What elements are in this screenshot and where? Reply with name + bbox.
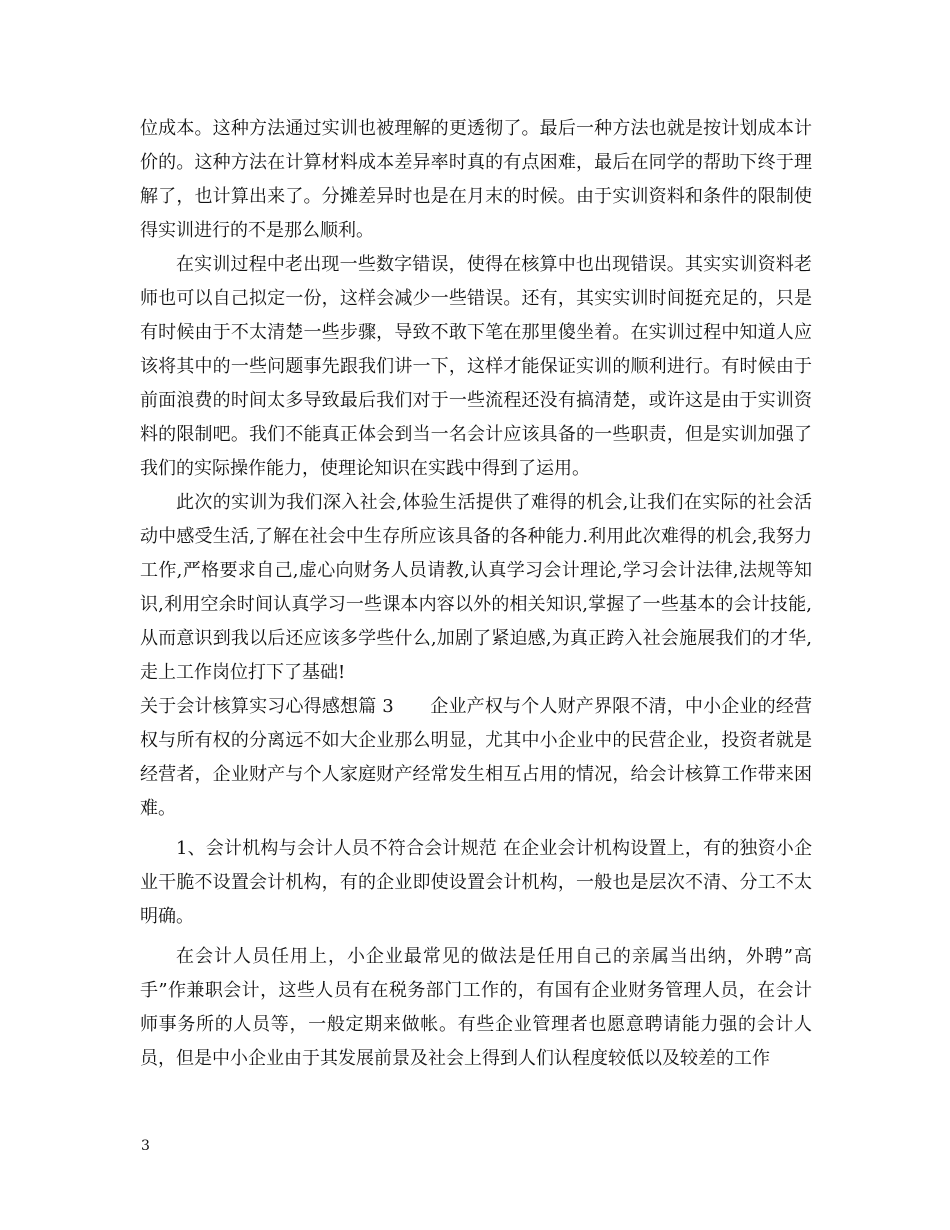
paragraph-1: 位成本。这种方法通过实训也被理解的更透彻了。最后一种方法也就是按计划成本计价的。这种方法在计算材料成本差异率时真的有点困难，最后在同学的帮助下终于理解了，也计算出来了。分摊差异时也是在月末的时候。由于实训资料和条件的限制使得实训进行的不是那么顺利。: [140, 118, 812, 241]
paragraph-4: 关于会计核算实习心得感想篇 3 企业产权与个人财产界限不清，中小企业的经营权与所有权的分离远不如大企业那么明显，尤其中小企业中的民营企业，投资者就是经营者，企业财产与个人家庭财产经常发生相互占用的情况，给会计核算工作带来困难。: [140, 696, 812, 819]
paragraph-5: 1、会计机构与会计人员不符合会计规范 在企业会计机构设置上，有的独资小企业干脆不设置会计机构，有的企业即使设置会计机构，一般也是层次不清、分工不太明确。: [140, 838, 812, 927]
paragraph-6: 在会计人员任用上，小企业最常见的做法是任用自己的亲属当出纳，外聘”高手”作兼职会计，这些人员有在税务部门工作的，有国有企业财务管理人员，在会计师事务所的人员等，一般定期来做帐。有些企业管理者也愿意聘请能力强的会计人员，但是中小企业由于其发展前景及社会上得到人们认程度较低以及较差的工作: [140, 946, 812, 1069]
paragraph-3: 此次的实训为我们深入社会,体验生活提供了难得的机会,让我们在实际的社会活动中感受生活,了解在社会中生存所应该具备的各种能力.利用此次难得的机会,我努力工作,严格要求自己,虚心向财务人员请教,认真学习会计理论,学习会计法律,法规等知识,利用空余时间认真学习一些课本内容以外的相关知识,掌握了一些基本的会计技能,从而意识到我以后还应该多学些什么,加剧了紧迫感,为真正跨入社会施展我们的才华,走上工作岗位打下了基础!: [140, 492, 812, 683]
paragraph-2: 在实训过程中老出现一些数字错误，使得在核算中也出现错误。其实实训资料老师也可以自己拟定一份，这样会减少一些错误。还有，其实实训时间挺充足的，只是有时候由于不太清楚一些步骤，导致不敢下笔在那里傻坐着。在实训过程中知道人应该将其中的一些问题事先跟我们讲一下，这样才能保证实训的顺利进行。有时候由于前面浪费的时间太多导致最后我们对于一些流程还没有搞清楚，或许这是由于实训资料的限制吧。我们不能真正体会到当一名会计应该具备的一些职责，但是实训加强了我们的实际操作能力，使理论知识在实践中得到了运用。: [140, 254, 812, 479]
page-number: 3: [141, 1138, 150, 1154]
document-body: [140, 112, 812, 1076]
